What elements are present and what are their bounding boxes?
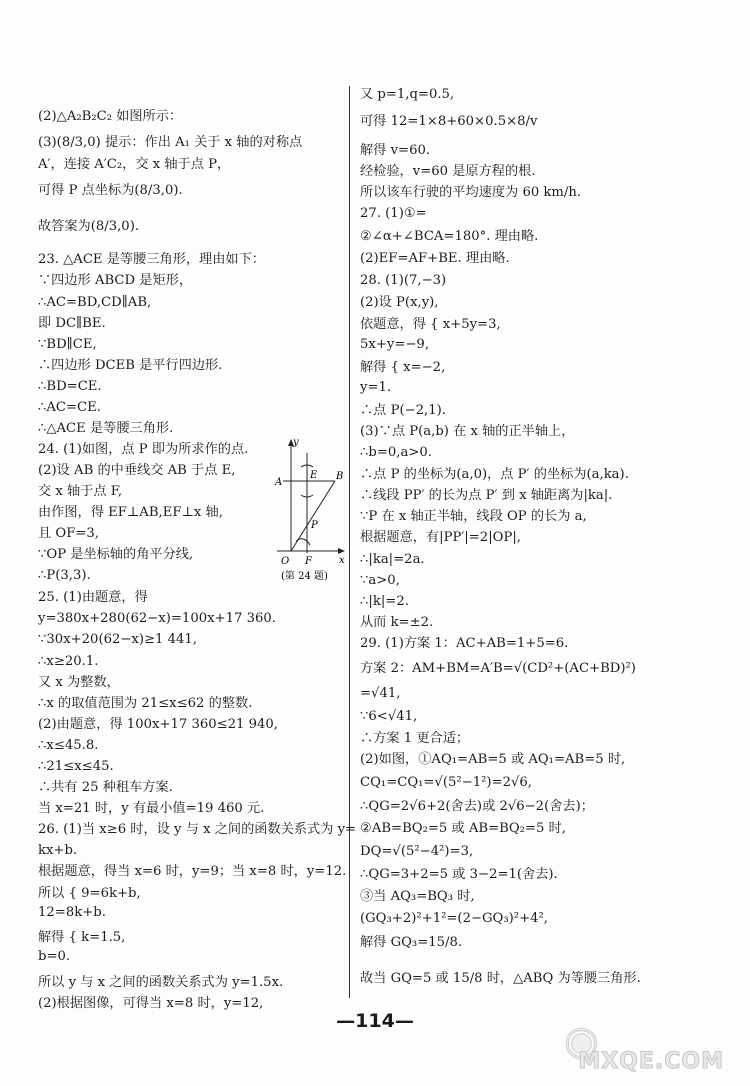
text-line: 从而 k=±2. [360,615,434,630]
text-line: ∵P 在 x 轴正半轴，线段 OP 的长为 a, [360,509,587,524]
text-line: ∴△ACE 是等腰三角形. [38,421,174,436]
text-line: ③当 AQ₃=BQ₃ 时, [360,889,475,904]
text-line: ∴AC=CE. [38,400,101,415]
label-y: y [293,437,299,448]
text-line: (2)如图，①AQ₁=AB=5 或 AQ₁=AB=5 时, [360,752,626,767]
text-line: 所以 y 与 x 之间的函数关系式为 y=1.5x. [38,975,284,990]
text-line: kx+b. [38,843,78,858]
text-line: ②∠α+∠BCA=180°. 理由略. [360,229,539,244]
x-arrow [338,548,345,554]
text-line: ∴21≤x≤45. [38,759,114,774]
text-line: y=1. [360,380,392,395]
text-line: ∴共有 25 种租车方案. [38,780,173,795]
text-line: ∴点 P(−2,1). [360,403,446,418]
text-line: 又 x 为整数， [38,675,120,690]
text-line: ②AB=BQ₂=5 或 AB=BQ₂=5 时, [360,821,566,836]
text-line: 根据题意，得当 x=6 时，y=9；当 x=8 时，y=12. [38,864,347,879]
text-line: 23. △ACE 是等腰三角形，理由如下： [38,252,265,267]
text-line: ∵6<√41, [360,709,418,724]
label-e: E [310,470,318,481]
figure-caption: (第 24 题) [281,571,328,582]
text-line: ∵四边形 ABCD 是矩形， [38,273,193,288]
figure-24 [263,433,348,583]
text-line: (3)∵点 P(a,b) 在 x 轴的正半轴上， [360,424,575,439]
text-line: (2)设 AB 的中垂线交 AB 于点 E, [38,463,236,478]
text-line: b=0. [38,949,71,964]
text-line: (2)设 P(x,y), [360,295,439,310]
text-line: 5x+y=−9, [360,337,430,352]
text-line: ∴线段 PP′ 的长为点 P′ 到 x 轴距离为|ka|. [360,488,613,503]
text-line: y=380x+280(62−x)=100x+17 360. [38,611,276,626]
text-line: ∴b=0,a>0. [360,445,432,460]
text-line: 解得 { k=1.5, [38,930,126,945]
watermark-text: MXQE.COM [578,1049,724,1074]
label-f: F [305,556,312,567]
text-line: 又 p=1,q=0.5, [360,87,455,102]
text-line: ∴BD=CE. [38,379,102,394]
text-line: ∴AC=BD,CD∥AB, [38,295,152,310]
column-divider [349,86,350,998]
text-line: ∴|ka|=2a. [360,552,425,567]
text-line: 依题意，得 { x+5y=3, [360,317,501,332]
text-line: 24. (1)如图，点 P 即为所求作的点. [38,442,249,457]
text-line: 25. (1)由题意，得 [38,590,148,605]
text-line: ∴四边形 DCEB 是平行四边形. [38,358,223,373]
watermark-icon: ◉ [564,1018,599,1064]
label-x: x [339,555,345,566]
label-a: A [275,477,283,488]
text-line: ∴QG=2√6+2(舍去)或 2√6−2(舍去)； [360,799,594,814]
text-line: 经检验，v=60 是原方程的根. [360,164,536,179]
label-o: O [281,556,290,567]
text-line: CQ₁=CQ₁=√(5²−1²)=2√6, [360,775,532,790]
text-line: (2)根据图像，可得当 x=8 时，y=12, [38,996,264,1011]
text-line: 解得 GQ₃=15/8. [360,935,463,950]
text-line: 12=8k+b. [38,905,106,920]
text-line: (2)△A₂B₂C₂ 如图所示： [38,109,183,124]
text-line: 方案 2：AM+BM=A′B=√(CD²+(AC+BD)²) [360,661,636,676]
text-line: 交 x 轴于点 F, [38,484,123,499]
text-line: 即 DC∥BE. [38,316,106,331]
text-line: 可得 12=1×8+60×0.5×8/v [360,114,538,129]
text-line: 故答案为(8/3,0). [38,219,140,234]
watermark-logo [560,1018,738,1080]
text-line: 所以该车行驶的平均速度为 60 km/h. [360,185,582,200]
text-line: ∴x≥20.1. [38,654,99,669]
text-line: ∵OP 是坐标轴的角平分线, [38,547,194,562]
text-line: 且 OF=3, [38,526,99,541]
text-line: 由作图，得 EF⊥AB,EF⊥x 轴, [38,505,223,520]
text-line: 解得 { x=−2, [360,360,446,375]
text-line: ∴x 的取值范围为 21≤x≤62 的整数. [38,696,253,711]
text-line: 当 x=21 时，y 有最小值=19 460 元. [38,801,265,816]
text-line: ∴QG=3+2=5 或 3−2=1(舍去). [360,867,558,882]
text-line: ∵BD∥CE, [38,337,97,352]
text-line: ∵a>0, [360,573,400,588]
text-line: 29. (1)方案 1：AC+AB=1+5=6. [360,636,569,651]
text-line: 根据题意，有|PP′|=2|OP|, [360,530,521,545]
text-line: ∴方案 1 更合适； [360,731,470,746]
text-line: DQ=√(5²−4²)=3, [360,844,474,859]
page-number: —114— [336,1010,414,1032]
text-line: ∴|k|=2. [360,594,409,609]
text-line: (GQ₃+2)²+1²=(2−GQ₃)²+4², [360,911,548,926]
label-b: B [336,471,344,482]
text-line: ∴点 P 的坐标为(a,0)，点 P′ 的坐标为(a,ka). [360,467,629,482]
text-line: (2)由题意，得 100x+17 360≤21 940, [38,717,278,732]
text-line: ∴x≤45.8. [38,738,99,753]
text-line: (2)EF=AF+BE. 理由略. [360,251,510,266]
angle-arc [296,539,310,545]
text-line: 28. (1)(7,−3) [360,273,447,288]
text-line: ∵30x+20(62−x)≥1 441, [38,632,197,647]
text-line: A′，连接 A′C₂，交 x 轴于点 P， [38,157,231,172]
label-p: P [311,520,318,531]
text-line: ∴P(3,3). [38,568,91,583]
text-line: 26. (1)当 x≥6 时，设 y 与 x 之间的函数关系式为 y= [38,822,357,837]
text-line: 27. (1)①= [360,206,427,221]
text-line: 所以 { 9=6k+b, [38,886,141,901]
text-line: 故当 GQ=5 或 15/8 时，△ABQ 为等腰三角形. [360,971,641,986]
text-line: 可得 P 点坐标为(8/3,0). [38,183,183,198]
text-line: =√41, [360,686,401,701]
text-line: 解得 v=60. [360,143,431,158]
text-line: (3)(8/3,0) 提示：作出 A₁ 关于 x 轴的对称点 [38,135,303,150]
